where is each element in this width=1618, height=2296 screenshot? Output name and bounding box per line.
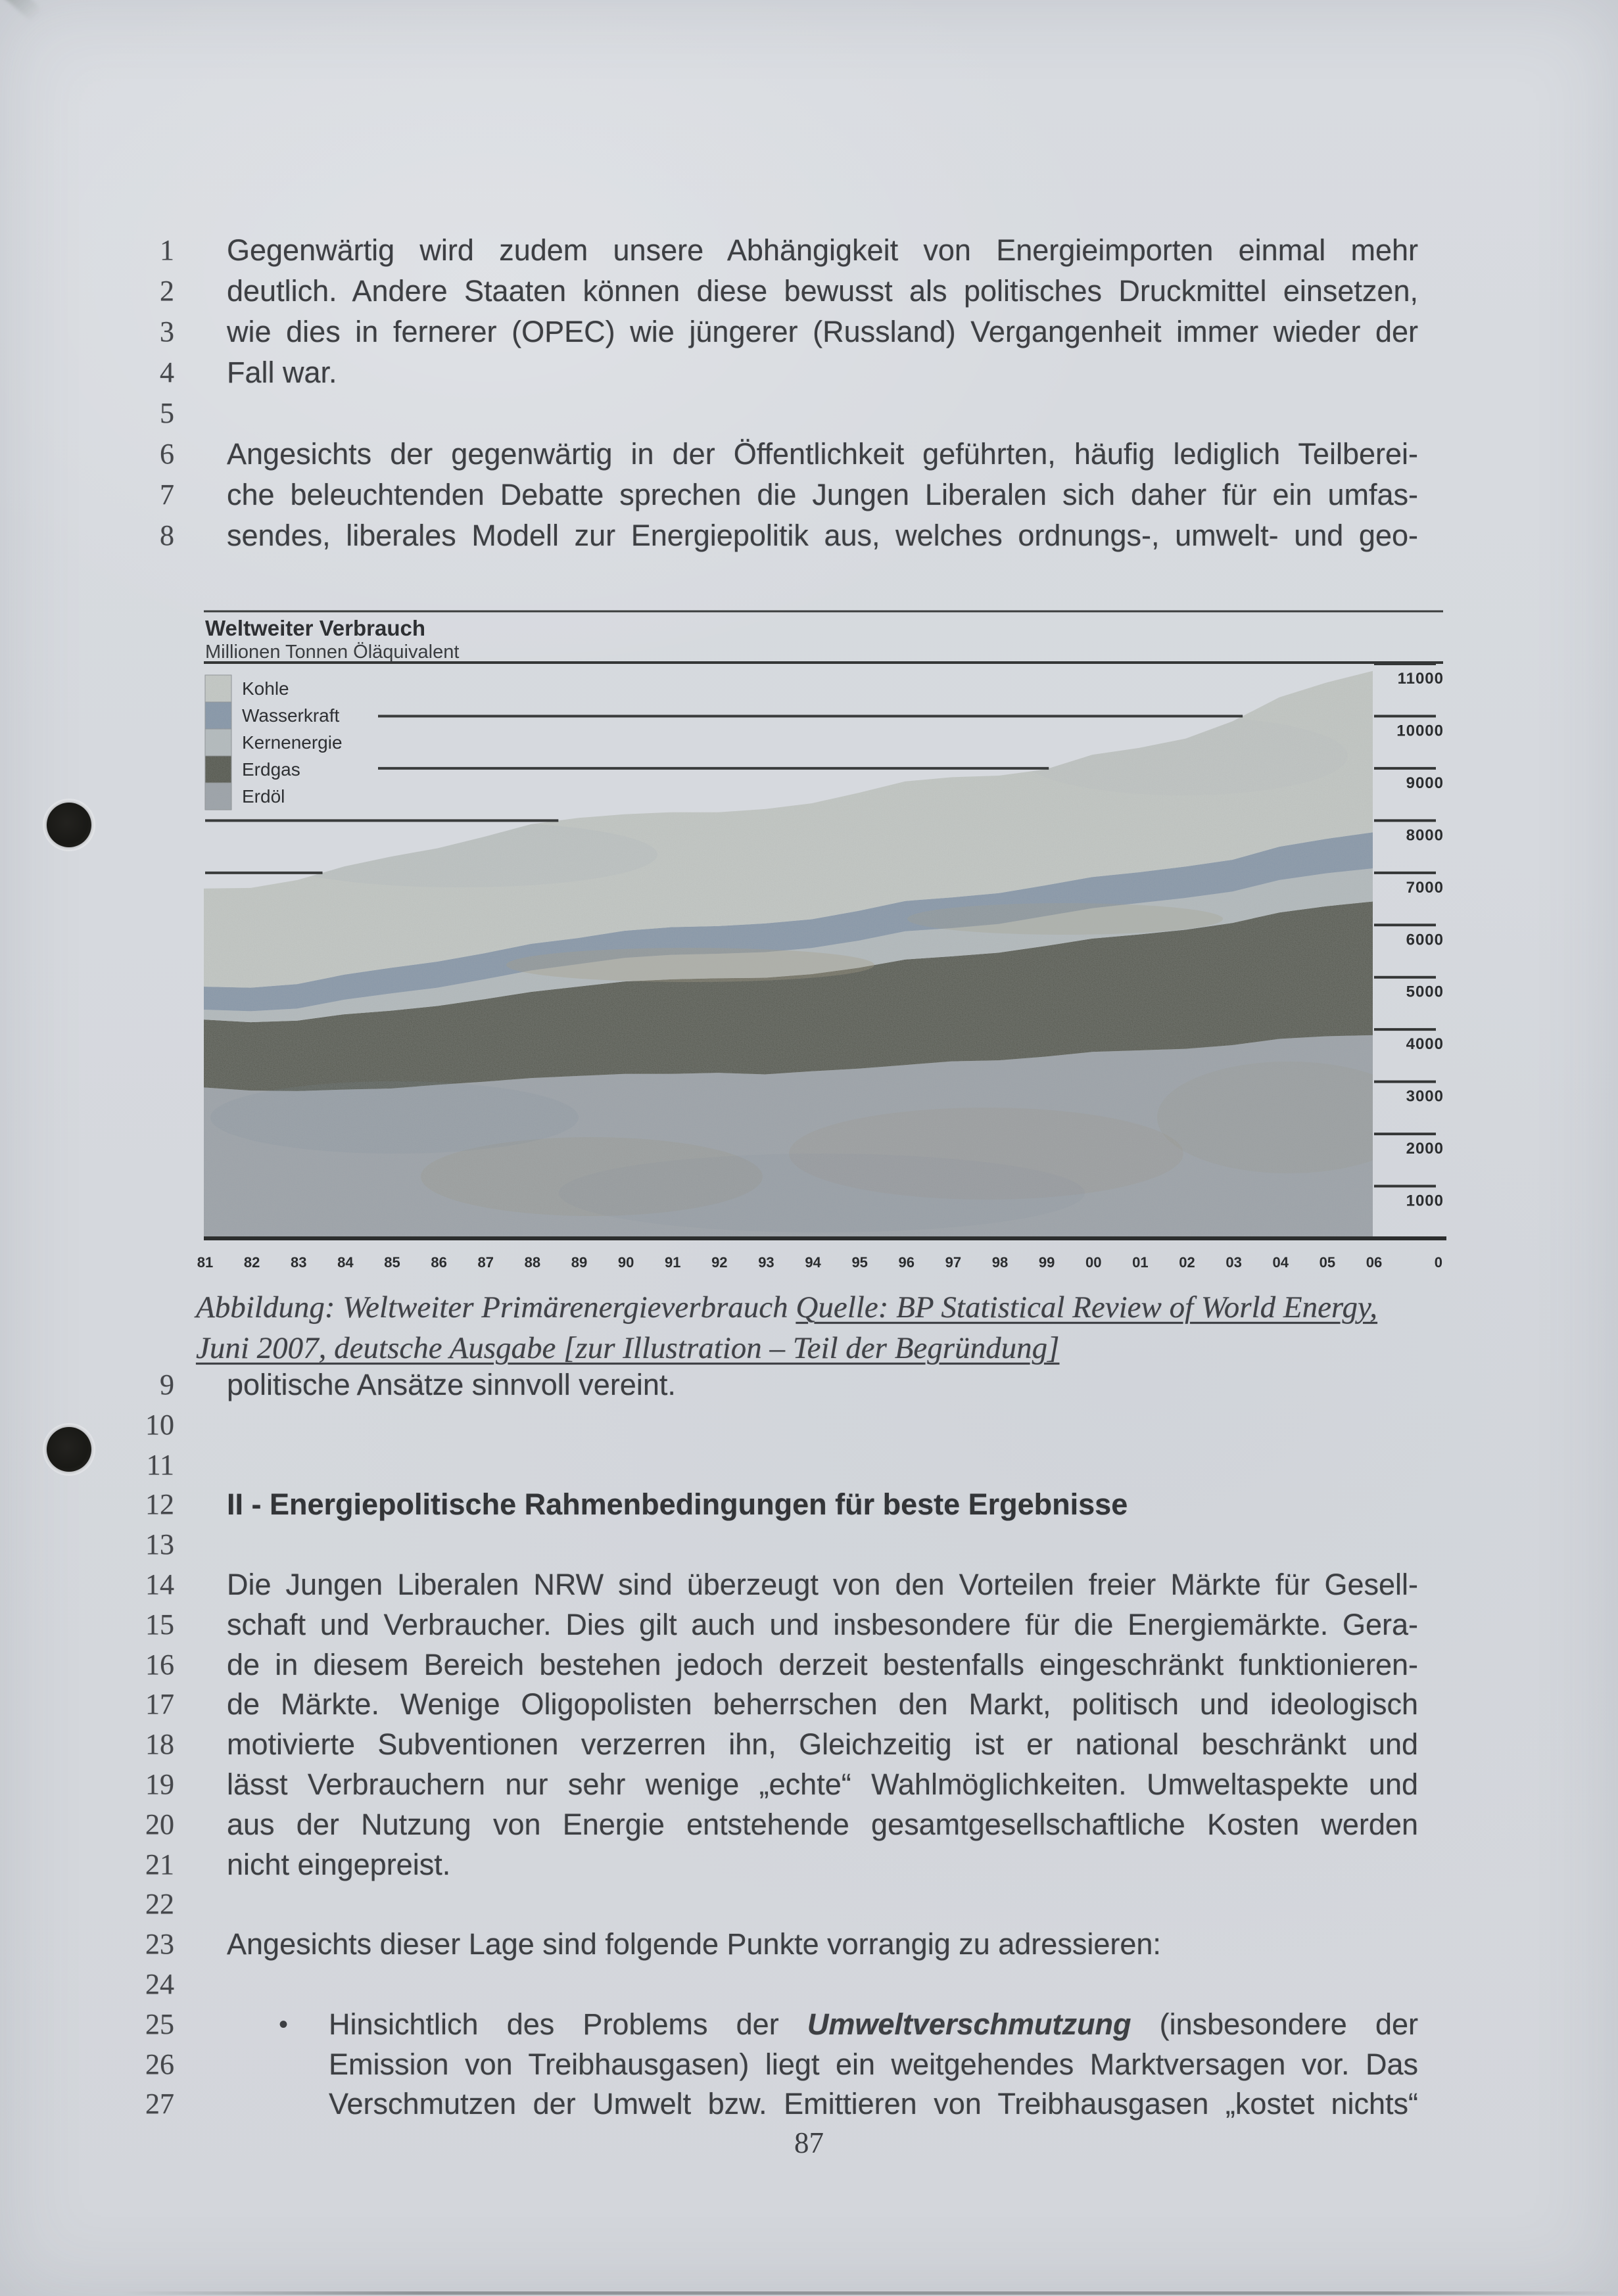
svg-text:Kernenergie: Kernenergie [242, 732, 343, 753]
svg-text:1000: 1000 [1406, 1192, 1444, 1210]
line-text: de in diesem Bereich bestehen jedoch derzeit bestenfalls eingeschränkt funktionieren- [227, 1647, 1418, 1681]
line-number: 3 [160, 316, 174, 348]
line-text: aus der Nutzung von Energie entstehende gesamtgesellschaftliche Kosten werden [227, 1807, 1418, 1841]
line-text: Die Jungen Liberalen NRW sind überzeugt von den Vorteilen freier Märkte für Gesell- [227, 1568, 1418, 1601]
line-number: 1 [160, 234, 174, 266]
svg-text:83: 83 [290, 1254, 307, 1271]
svg-text:03: 03 [1225, 1254, 1242, 1271]
line-text: Emission von Treibhausgasen) liegt ein weitgehendes Marktversagen vor. Das [329, 2047, 1418, 2081]
line-number: 26 [145, 2048, 174, 2080]
line-number: 17 [145, 1688, 174, 1721]
line-text: sendes, liberales Modell zur Energiepolitik aus, welches ordnungs-, umwelt- und geo- [227, 519, 1418, 552]
line-number: 19 [145, 1768, 174, 1800]
bullet-marker: • [279, 2009, 289, 2039]
line-text: politische Ansätze sinnvoll vereint. [227, 1368, 676, 1401]
line-text: de Märkte. Wenige Oligopolisten beherrschen den Markt, politisch und ideologisch [227, 1687, 1418, 1722]
line-number: 23 [145, 1928, 174, 1961]
line-number: 2 [160, 275, 174, 307]
line-number: 7 [160, 479, 174, 511]
svg-text:86: 86 [431, 1254, 447, 1271]
svg-text:82: 82 [243, 1254, 260, 1271]
svg-text:85: 85 [384, 1254, 400, 1271]
svg-text:94: 94 [805, 1254, 821, 1271]
line-text: motivierte Subventionen verzerren ihn, Gleichzeitig ist er national beschränkt und [227, 1727, 1418, 1762]
svg-text:88: 88 [524, 1254, 541, 1271]
section-heading: II - Energiepolitische Rahmenbedingungen für beste Ergebnisse [227, 1488, 1128, 1522]
svg-text:0: 0 [1434, 1254, 1442, 1271]
line-text: schaft und Verbraucher. Dies gilt auch und insbesondere für die Energiemärkte. Gera- [227, 1607, 1418, 1641]
svg-text:93: 93 [758, 1254, 774, 1271]
svg-text:2000: 2000 [1406, 1140, 1444, 1158]
svg-text:Weltweiter Verbrauch: Weltweiter Verbrauch [205, 616, 426, 640]
line-number: 15 [145, 1608, 174, 1641]
line-text: Gegenwärtig wird zudem unsere Abhängigkeit von Energieimporten einmal mehr [227, 233, 1418, 267]
svg-text:96: 96 [898, 1254, 915, 1271]
figure-caption-line2: Juni 2007, deutsche Ausgabe [zur Illustration – Teil der Begründung] [196, 1331, 1060, 1365]
svg-text:91: 91 [664, 1254, 681, 1271]
line-number: 14 [145, 1568, 174, 1601]
svg-text:92: 92 [711, 1254, 728, 1271]
line-number: 27 [145, 2088, 174, 2120]
line-text: deutlich. Andere Staaten können diese bewusst als politisches Druckmittel einsetzen, [227, 274, 1418, 308]
line-text: Fall war. [227, 356, 337, 389]
svg-text:04: 04 [1272, 1254, 1289, 1271]
figure-caption-line1: Abbildung: Weltweiter Primärenergieverbrauch Quelle: BP Statistical Review of World Energy, [196, 1290, 1377, 1324]
svg-text:3000: 3000 [1406, 1087, 1444, 1106]
line-number: 20 [145, 1808, 174, 1840]
line-number: 22 [145, 1888, 174, 1921]
svg-text:Erdgas: Erdgas [242, 759, 300, 780]
line-number: 12 [145, 1488, 174, 1521]
svg-text:84: 84 [337, 1254, 354, 1271]
line-number: 13 [145, 1528, 174, 1561]
line-text: Verschmutzen der Umwelt bzw. Emittieren von Treibhausgasen „kostet nichts“ [329, 2087, 1418, 2121]
svg-text:Kohle: Kohle [242, 678, 289, 699]
line-number: 11 [146, 1448, 174, 1481]
line-number: 4 [160, 356, 174, 388]
line-text: che beleuchtenden Debatte sprechen die Jungen Liberalen sich daher für ein umfas- [227, 478, 1418, 511]
line-number: 21 [145, 1848, 174, 1881]
svg-text:9000: 9000 [1406, 774, 1444, 792]
line-number: 9 [160, 1369, 174, 1401]
page-number: 87 [794, 2126, 824, 2159]
svg-text:7000: 7000 [1406, 878, 1444, 897]
svg-text:05: 05 [1319, 1254, 1336, 1271]
svg-text:87: 87 [477, 1254, 494, 1271]
svg-text:10000: 10000 [1396, 722, 1444, 740]
line-number: 24 [145, 1968, 174, 2000]
svg-text:95: 95 [851, 1254, 868, 1271]
line-number: 8 [160, 519, 174, 551]
svg-text:01: 01 [1132, 1254, 1149, 1271]
svg-text:89: 89 [571, 1254, 588, 1271]
svg-text:97: 97 [945, 1254, 962, 1271]
svg-text:98: 98 [991, 1254, 1009, 1271]
line-text: lässt Verbrauchern nur sehr wenige „echte“ Wahlmöglichkeiten. Umweltaspekte und [227, 1768, 1418, 1801]
line-text: Angesichts der gegenwärtig in der Öffentlichkeit geführten, häufig lediglich Teilberei- [227, 437, 1418, 471]
svg-text:5000: 5000 [1406, 983, 1444, 1001]
line-number: 16 [145, 1648, 174, 1681]
svg-text:4000: 4000 [1406, 1035, 1444, 1054]
svg-text:06: 06 [1366, 1254, 1383, 1271]
svg-text:99: 99 [1038, 1254, 1055, 1271]
svg-text:6000: 6000 [1406, 931, 1444, 949]
svg-text:Millionen Tonnen Öläquivalent: Millionen Tonnen Öläquivalent [205, 642, 460, 663]
line-number: 6 [160, 438, 174, 470]
svg-text:90: 90 [617, 1254, 634, 1271]
line-text: Angesichts dieser Lage sind folgende Punkte vorrangig zu adressieren: [227, 1927, 1161, 1961]
scan-bottom-edge [118, 2291, 1618, 2295]
svg-text:Erdöl: Erdöl [242, 786, 285, 807]
svg-text:8000: 8000 [1406, 826, 1444, 845]
line-number: 18 [145, 1728, 174, 1761]
line-number: 10 [145, 1408, 174, 1441]
line-number: 5 [160, 397, 174, 429]
svg-text:Wasserkraft: Wasserkraft [242, 705, 340, 726]
line-text: wie dies in fernerer (OPEC) wie jüngerer (Russland) Vergangenheit immer wieder der [227, 315, 1418, 348]
line-text: Hinsichtlich des Problems der Umweltverschmutzung (insbesondere der [329, 2007, 1418, 2041]
svg-text:00: 00 [1085, 1254, 1102, 1271]
line-text: nicht eingepreist. [227, 1847, 451, 1881]
svg-text:81: 81 [197, 1254, 214, 1271]
svg-text:02: 02 [1179, 1254, 1195, 1271]
svg-text:11000: 11000 [1397, 670, 1444, 688]
line-number: 25 [145, 2007, 174, 2040]
